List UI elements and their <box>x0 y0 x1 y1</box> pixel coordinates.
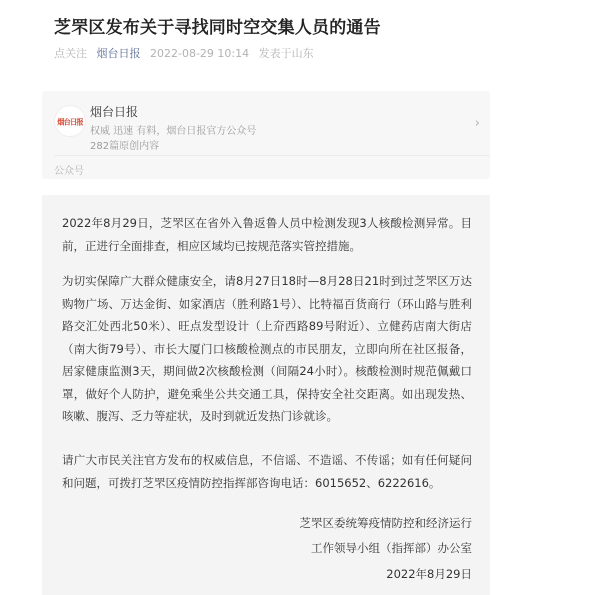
publish-location: 发表于山东 <box>258 47 314 60</box>
signoff-date: 2022年8月29日 <box>386 567 472 581</box>
account-type-label: 公众号 <box>54 166 84 177</box>
body-paragraph: 为切实保障广大群众健康安全，请8月27日18时—8月28日21时到过芝罘区万达购物广场、万达金街、如家酒店（胜利路1号）、比特福百货商行（环山路与胜利路交汇处西北50米）、旺点发型设计（上夼西路89号附近）、立健药店南大街店（南大街79号）、市长大厦门口核酸检测点的市民朋友，立即向所在社区报备，居家健康监测3天，期间做2次核酸检测（间隔24小时）。核酸检测时规范佩戴口罩，做好个人防护，避免乘坐公共交通工具，保持安全社交距离。如出现发热、咳嗽、腹泻、乏力等症状，及时到就近发热门诊就诊。 <box>62 274 472 423</box>
article-title: 芝罘区发布关于寻找同时空交集人员的通告 <box>54 18 381 38</box>
logo-text: 烟台日报 <box>57 118 83 127</box>
account-description: 权威 迅速 有料，烟台日报官方公众号 <box>90 126 257 137</box>
article-body <box>42 195 490 595</box>
account-name: 烟台日报 <box>90 105 139 119</box>
card-divider <box>54 155 490 156</box>
account-card[interactable] <box>42 91 490 179</box>
chevron-right-icon: › <box>474 116 480 131</box>
body-paragraph: 2022年8月29日，芝罘区在省外入鲁返鲁人员中检测发现3人核酸检测异常。目前，正进行全面排查，相应区域均已按规范落实管控措施。 <box>62 216 472 253</box>
body-paragraph: 请广大市民关注官方发布的权威信息，不信谣、不造谣、不传谣；如有任何疑问和问题，可拨打芝罘区疫情防控指挥部咨询电话：6015652、6222616。 <box>62 453 472 490</box>
follow-link[interactable]: 点关注 <box>54 47 87 60</box>
publish-date: 2022-08-29 10:14 <box>150 47 250 60</box>
article-meta <box>54 45 314 61</box>
signoff-org-line1: 芝罘区委统筹疫情防控和经济运行 <box>299 516 472 530</box>
account-article-count: 282篇原创内容 <box>90 141 160 152</box>
source-link[interactable]: 烟台日报 <box>96 47 141 60</box>
signoff-org-line2: 工作领导小组（指挥部）办公室 <box>311 541 472 555</box>
account-logo <box>54 105 86 137</box>
